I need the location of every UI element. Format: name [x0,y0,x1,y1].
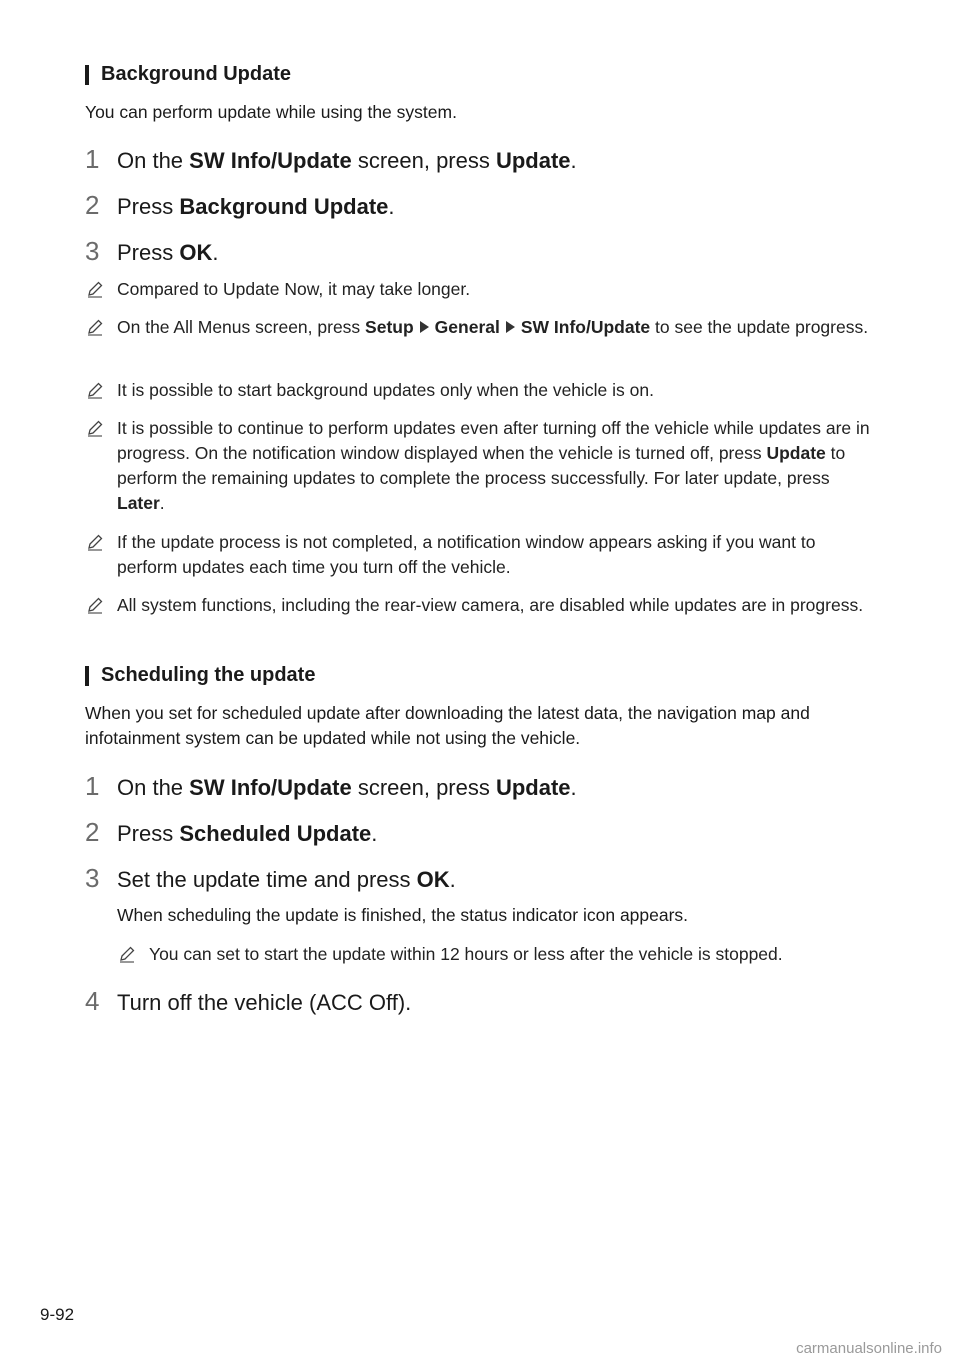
note-text: On the All Menus screen, press Setup General SW Info/Update to see the update progress. [117,317,869,337]
step-text: On the SW Info/Update screen, press Update. [117,775,577,800]
step-number: 1 [85,144,100,174]
note-text: Compared to Update Now, it may take longer. [117,279,471,299]
section-title: Scheduling the update [101,664,316,686]
step-number: 3 [85,863,100,893]
watermark: carmanualsonline.info [796,1340,942,1357]
pencil-note-icon [85,378,117,403]
section-marker [85,666,89,686]
note-5 [85,530,875,580]
step-number: 4 [85,986,100,1016]
step-1 [85,771,875,803]
section-marker [85,65,89,85]
step-text: Press OK. [117,240,219,265]
step-number: 3 [85,236,100,266]
step-3 [85,863,875,895]
note-text: It is possible to continue to perform updates even after turning off the vehicle while updates are in progress. On the notification window displayed when the vehicle is turned off, press Update to perform the remaining updates to complete the process successfully. For later update, press Later. [117,418,870,513]
section-intro: When you set for scheduled update after downloading the latest data, the navigation map and infotainment system can be updated while not using the vehicle. [85,703,810,748]
pencil-note-icon [85,416,117,441]
note-text: It is possible to start background updates only when the vehicle is on. [117,380,654,400]
note-6 [85,593,875,618]
pencil-note-icon [117,942,149,967]
step-1 [85,144,875,176]
pencil-note-icon [85,277,117,302]
note-text: You can set to start the update within 12 hours or less after the vehicle is stopped. [149,944,783,964]
pencil-note-icon [85,530,117,555]
note-1 [85,277,875,302]
note-4 [85,416,875,516]
pencil-note-icon [85,315,117,340]
note-text: If the update process is not completed, a notification window appears asking if you want to perform updates each time you turn off the vehicle. [117,532,816,577]
section-intro: You can perform update while using the system. [85,102,457,122]
section-title: Background Update [101,63,292,85]
pencil-note-icon [85,593,117,618]
step-2 [85,190,875,222]
step-2 [85,817,875,849]
step-detail: When scheduling the update is finished, the status indicator icon appears. [117,905,689,925]
step-number: 2 [85,817,100,847]
note-2 [85,315,875,340]
step-text: On the SW Info/Update screen, press Update. [117,148,577,173]
section-heading-background-update [85,63,291,86]
step-text: Press Scheduled Update. [117,821,378,846]
arrow-right-icon [506,321,515,333]
page-number: 9-92 [40,1305,75,1324]
note-schedule [117,942,875,967]
step-number: 1 [85,771,100,801]
step-text: Set the update time and press OK. [117,867,456,892]
step-number: 2 [85,190,100,220]
note-3 [85,378,875,403]
step-text: Press Background Update. [117,194,395,219]
section-heading-scheduling [85,664,315,687]
note-text: All system functions, including the rear-view camera, are disabled while updates are in progress. [117,595,864,615]
step-3 [85,236,875,268]
step-4 [85,986,875,1018]
arrow-right-icon [420,321,429,333]
step-text: Turn off the vehicle (ACC Off). [117,990,412,1015]
